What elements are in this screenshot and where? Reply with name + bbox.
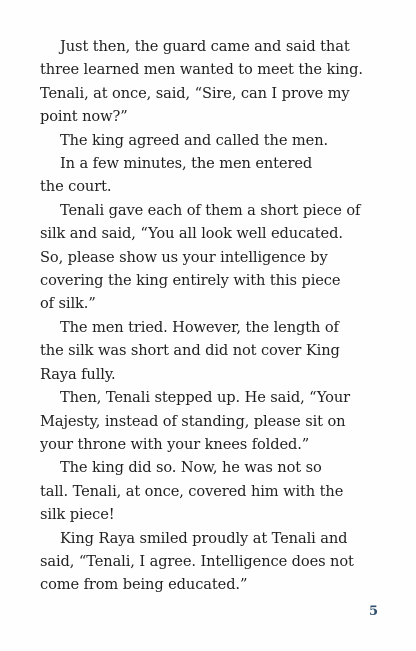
text-line: point now?”	[40, 108, 128, 126]
text-line: covering the king entirely with this piece	[40, 272, 341, 290]
text-line: Tenali gave each of them a short piece of	[60, 201, 361, 219]
page-number: 5	[368, 604, 378, 619]
text-line: the silk was short and did not cover King	[40, 342, 340, 360]
story-text	[40, 35, 390, 597]
text-line: The king did so. Now, he was not so	[60, 459, 322, 477]
text-line: come from being educated.”	[40, 576, 248, 594]
text-line: The men tried. However, the length of	[60, 318, 339, 336]
text-line: tall. Tenali, at once, covered him with the	[40, 482, 344, 500]
text-line: King Raya smiled proudly at Tenali and	[60, 529, 348, 547]
text-line: Raya fully.	[40, 365, 116, 383]
text-line: Then, Tenali stepped up. He said, “Your	[60, 389, 351, 407]
text-line: The king agreed and called the men.	[60, 131, 329, 149]
text-line: So, please show us your intelligence by	[40, 248, 328, 266]
text-line: Majesty, instead of standing, please sit on	[40, 412, 346, 430]
text-line: silk and said, “You all look well educated.	[40, 225, 343, 243]
text-line: Tenali, at once, said, “Sire, can I prove my	[40, 84, 350, 102]
text-line: three learned men wanted to meet the king.	[40, 61, 363, 79]
text-line: silk piece!	[40, 506, 115, 524]
text-line: your throne with your knees folded.”	[40, 435, 310, 453]
text-line: Just then, the guard came and said that	[60, 38, 350, 55]
text-line: the court.	[40, 178, 112, 196]
text-line: In a few minutes, the men entered	[60, 155, 313, 173]
text-line: of silk.”	[40, 295, 96, 313]
text-line: said, “Tenali, I agree. Intelligence does not	[40, 552, 354, 570]
